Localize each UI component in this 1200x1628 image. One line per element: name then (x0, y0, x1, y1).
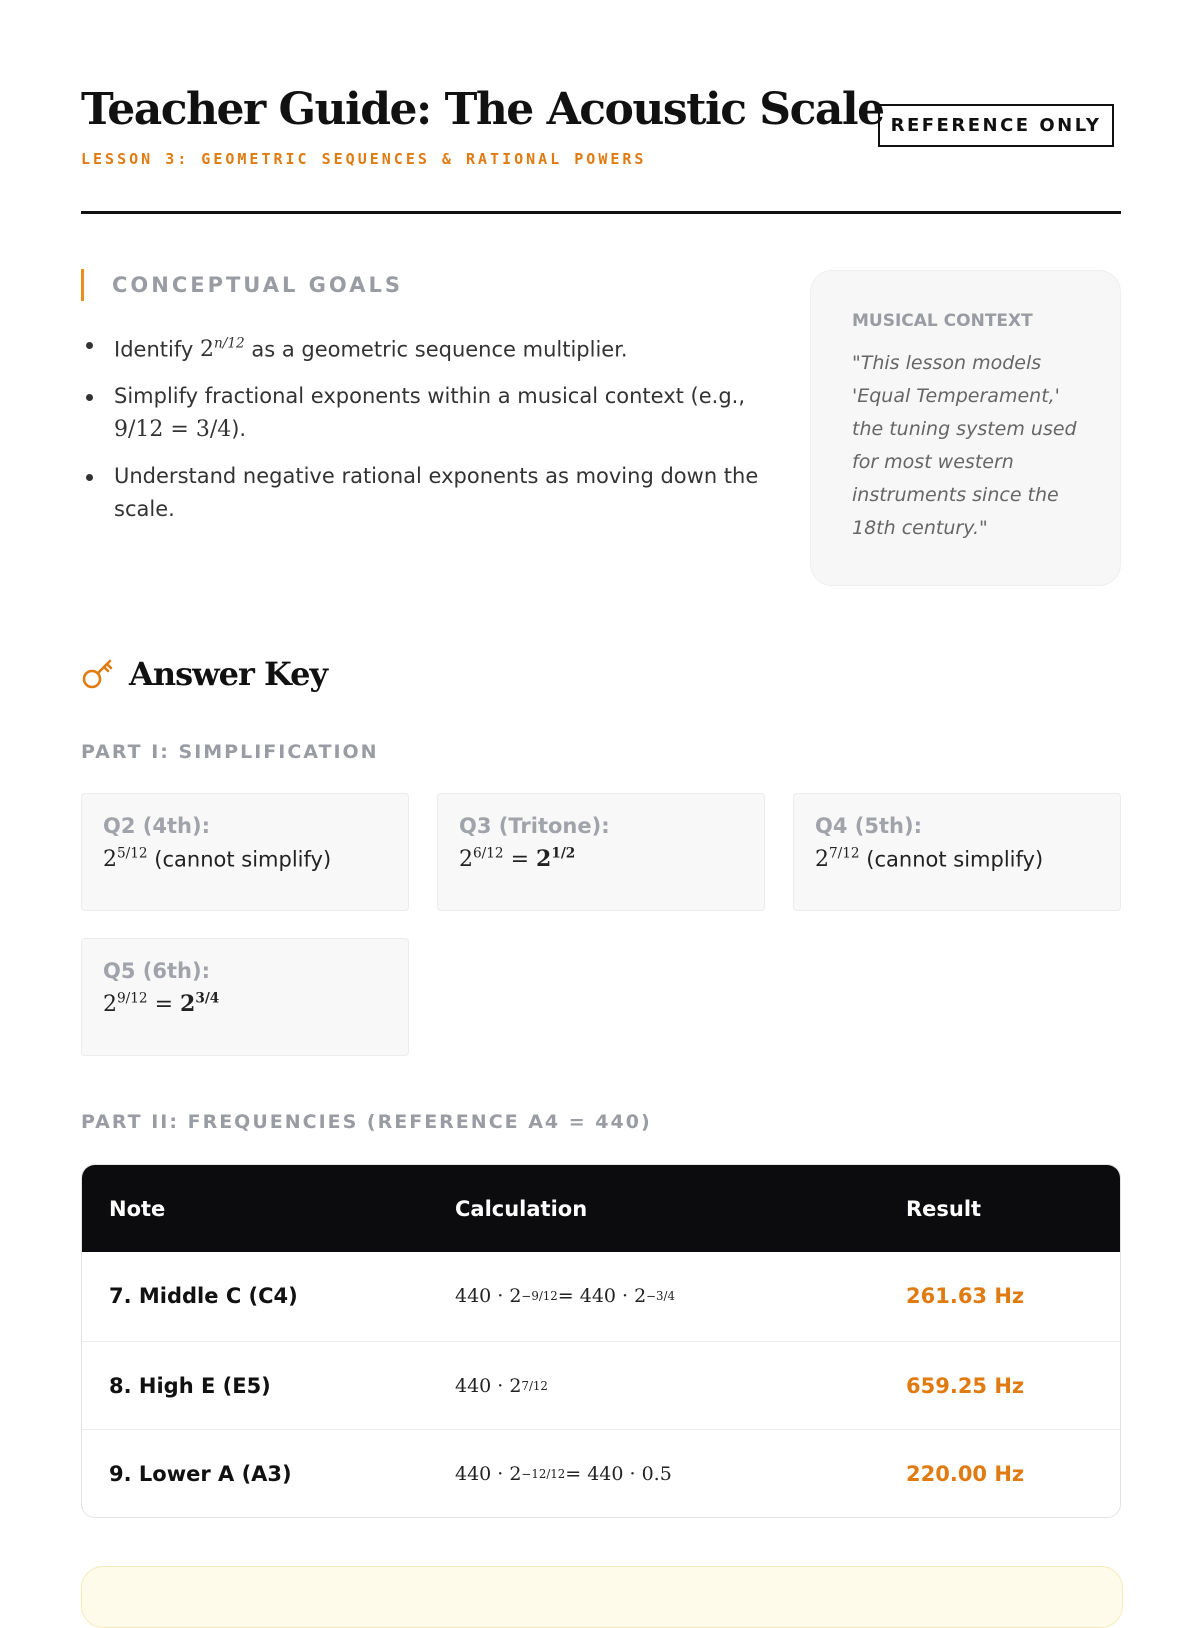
musical-context-card (810, 270, 1121, 586)
calculation-cell: 440 · 2 −9/12 = 440 · 2 −3/4 (455, 1285, 675, 1307)
goal-item: Understand negative rational exponents as moving down the scale. (81, 460, 781, 526)
column-header-calculation: Calculation (455, 1196, 588, 1221)
card-label: Q2 (4th): (103, 814, 210, 838)
result-cell: 220.00 Hz (906, 1462, 1025, 1486)
answer-key-heading (81, 655, 327, 693)
musical-context-label: MUSICAL CONTEXT (852, 311, 1033, 331)
table-row (82, 1341, 1120, 1430)
calculation-cell: 440 · 2 7/12 (455, 1375, 548, 1397)
conceptual-goals-list (81, 328, 781, 540)
lesson-subtitle: LESSON 3: GEOMETRIC SEQUENCES & RATIONAL POWERS (81, 150, 647, 168)
card-answer: $2^{6/12} = 2^{1/2}$ (459, 846, 576, 873)
table-row (82, 1429, 1120, 1518)
page-title: Teacher Guide: The Acoustic Scale (81, 84, 884, 135)
note-cell: 7. Middle C (C4) (109, 1284, 298, 1308)
note-cell: 8. High E (E5) (109, 1374, 271, 1398)
column-header-note: Note (109, 1196, 166, 1221)
goal-item: Identify $2^{n/12}$ as a geometric sequence multiplier. (81, 328, 781, 366)
table-header (82, 1165, 1120, 1252)
musical-context-quote: "This lesson models 'Equal Temperament,' the tuning system used for most western instruments since the 18th century." (852, 352, 1077, 539)
answer-key-title: Answer Key (129, 655, 328, 693)
card-label: Q5 (6th): (103, 959, 210, 983)
teacher-tip-box (81, 1566, 1123, 1628)
card-label: Q3 (Tritone): (459, 814, 610, 838)
card-label: Q4 (5th): (815, 814, 922, 838)
answer-card-q5 (81, 938, 409, 1056)
conceptual-goals-heading: CONCEPTUAL GOALS (81, 269, 403, 301)
reference-only-badge: REFERENCE ONLY (878, 104, 1114, 147)
card-answer: $2^{9/12} = 2^{3/4}$ (103, 991, 220, 1018)
header-divider (81, 211, 1121, 214)
card-answer: $2^{5/12}$ (cannot simplify) (103, 846, 332, 873)
card-answer: $2^{7/12}$ (cannot simplify) (815, 846, 1044, 873)
goal-item: Simplify fractional exponents within a musical context (e.g., 9/12 = 3/4). (81, 380, 781, 446)
frequency-table (81, 1164, 1121, 1518)
result-cell: 261.63 Hz (906, 1284, 1025, 1308)
part1-heading: PART I: SIMPLIFICATION (81, 741, 379, 763)
answer-card-q2 (81, 793, 409, 911)
key-icon (81, 657, 115, 691)
answer-card-q3 (437, 793, 765, 911)
result-cell: 659.25 Hz (906, 1374, 1025, 1398)
table-row (82, 1252, 1120, 1340)
note-cell: 9. Lower A (A3) (109, 1462, 292, 1486)
column-header-result: Result (906, 1196, 982, 1221)
part2-heading: PART II: FREQUENCIES (REFERENCE A4 = 440) (81, 1111, 652, 1133)
answer-card-q4 (793, 793, 1121, 911)
calculation-cell: 440 · 2 −12/12 = 440 · 0.5 (455, 1463, 672, 1485)
